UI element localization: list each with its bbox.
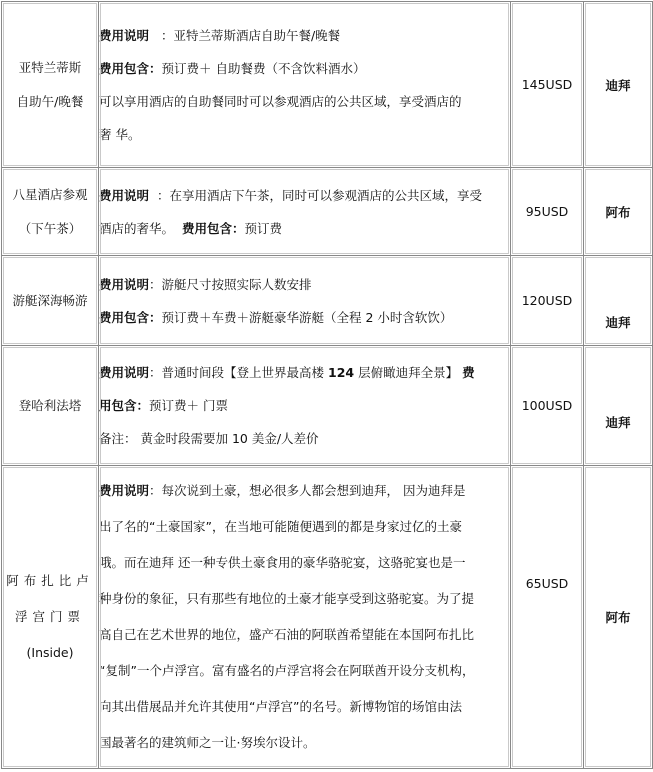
fee-description-text: ：游艇尺寸按照实际人数安排 — [149, 276, 312, 292]
table-row — [2, 2, 653, 168]
fee-includes-text: 预订费＋ 自助餐费（不含饮料酒水） — [161, 60, 366, 76]
fee-includes-text: 预订费 — [244, 220, 282, 236]
item-description-cell — [99, 466, 511, 769]
item-name-line: 阿布扎比卢 — [6, 573, 94, 588]
price-cell: 65USD — [511, 466, 584, 769]
price-cell: 120USD — [511, 256, 584, 346]
price-cell: 95USD — [511, 168, 584, 256]
fee-description-text: ：亚特兰蒂斯酒店自助午餐/晚餐 — [160, 27, 341, 43]
fee-description-text: 高自己在艺术世界的地位，盛产石油的阿联酋希望能在本国阿布扎比 — [99, 627, 475, 642]
fee-description-text: 国最著名的建筑师之一让·努埃尔设计。 — [99, 735, 316, 750]
fee-note: 备注： 黄金时段需要加 10 美金/人差价 — [99, 431, 319, 446]
fee-description-text: 向其出借展品并允许其使用“卢浮宫”的名号。新博物馆的场馆由法 — [99, 699, 462, 714]
fee-description-text: 出了名的“土豪国家”，在当地可能随便遇到的都是身家过亿的土豪 — [99, 519, 462, 534]
item-description-cell — [99, 168, 511, 256]
item-name-line: 八星酒店参观 — [12, 186, 88, 202]
price-cell: 100USD — [511, 346, 584, 466]
item-name-cell — [2, 168, 99, 256]
item-name-cell — [2, 2, 99, 168]
fee-includes-label: 费用包含： — [99, 309, 162, 325]
item-name-line: 自助午/晚餐 — [16, 93, 84, 109]
table-row — [2, 256, 653, 346]
fee-description-label: 费用说明 — [99, 27, 150, 43]
item-description-cell — [99, 2, 511, 168]
fee-description-label: 费用说明 — [99, 276, 150, 292]
table-row — [2, 346, 653, 466]
fee-description-text: ：普通时间段【登上世界最高楼 — [149, 365, 328, 380]
fee-description-text: “复制”一个卢浮宫。富有盛名的卢浮宫将会在阿联酋开设分支机构， — [99, 663, 475, 678]
fee-description-text: 层俯瞰迪拜全景】 — [354, 365, 459, 380]
item-name-line: 浮宫门票 — [14, 609, 85, 624]
fee-description-highlight: 124 — [328, 365, 355, 380]
item-name-cell — [2, 256, 99, 346]
description-extra-text: 可以享用酒店的自助餐同时可以参观酒店的公共区域，享受酒店的 — [99, 93, 462, 109]
item-description-cell — [99, 256, 511, 346]
item-name-cell — [2, 346, 99, 466]
description-extra-text: 奢 华。 — [99, 126, 141, 142]
item-description-cell — [99, 346, 511, 466]
fee-description-text: ：在享用酒店下午茶，同时可以参观酒店的公共区域，享受 — [156, 187, 482, 203]
city-cell: 迪拜 — [584, 346, 653, 466]
fee-table — [1, 1, 653, 769]
fee-includes-label: 用包含： — [99, 398, 150, 413]
item-name-cell — [2, 466, 99, 769]
fee-description-label: 费用说明 — [99, 365, 150, 380]
fee-description-text: 酒店的奢华。 — [99, 220, 175, 236]
item-name-line: 登哈利法塔 — [18, 397, 82, 413]
fee-includes-label: 费用包含： — [181, 220, 245, 236]
fee-includes-label-start: 费 — [462, 365, 475, 380]
fee-description-label: 费用说明 — [99, 187, 150, 203]
item-name-line: （下午茶） — [18, 220, 82, 236]
fee-description-label: 费用说明 — [99, 483, 150, 498]
fee-description-text: 种身份的象征，只有那些有地位的土豪才能享受到这骆驼宴。为了提 — [99, 591, 475, 606]
item-name-line: 亚特兰蒂斯 — [18, 59, 82, 75]
city-cell: 阿布 — [584, 168, 653, 256]
city-cell: 迪拜 — [584, 256, 653, 346]
fee-includes-label: 费用包含： — [99, 60, 162, 76]
fee-description-text: 哦。而在迪拜 还一种专供土豪食用的豪华骆驼宴，这骆驼宴也是一 — [99, 555, 466, 570]
table-row — [2, 466, 653, 769]
table-row — [2, 168, 653, 256]
price-cell: 145USD — [511, 2, 584, 168]
fee-includes-text: 预订费＋车费＋游艇豪华游艇（全程 2 小时含软饮） — [161, 309, 453, 325]
fee-description-text: ：每次说到土豪，想必很多人都会想到迪拜， 因为迪拜是 — [149, 483, 466, 498]
item-name-line: 游艇深海畅游 — [12, 292, 88, 308]
fee-includes-text: 预订费＋ 门票 — [149, 398, 228, 413]
city-cell: 迪拜 — [584, 2, 653, 168]
item-name-line: (Inside) — [26, 645, 74, 660]
city-cell: 阿布 — [584, 466, 653, 769]
